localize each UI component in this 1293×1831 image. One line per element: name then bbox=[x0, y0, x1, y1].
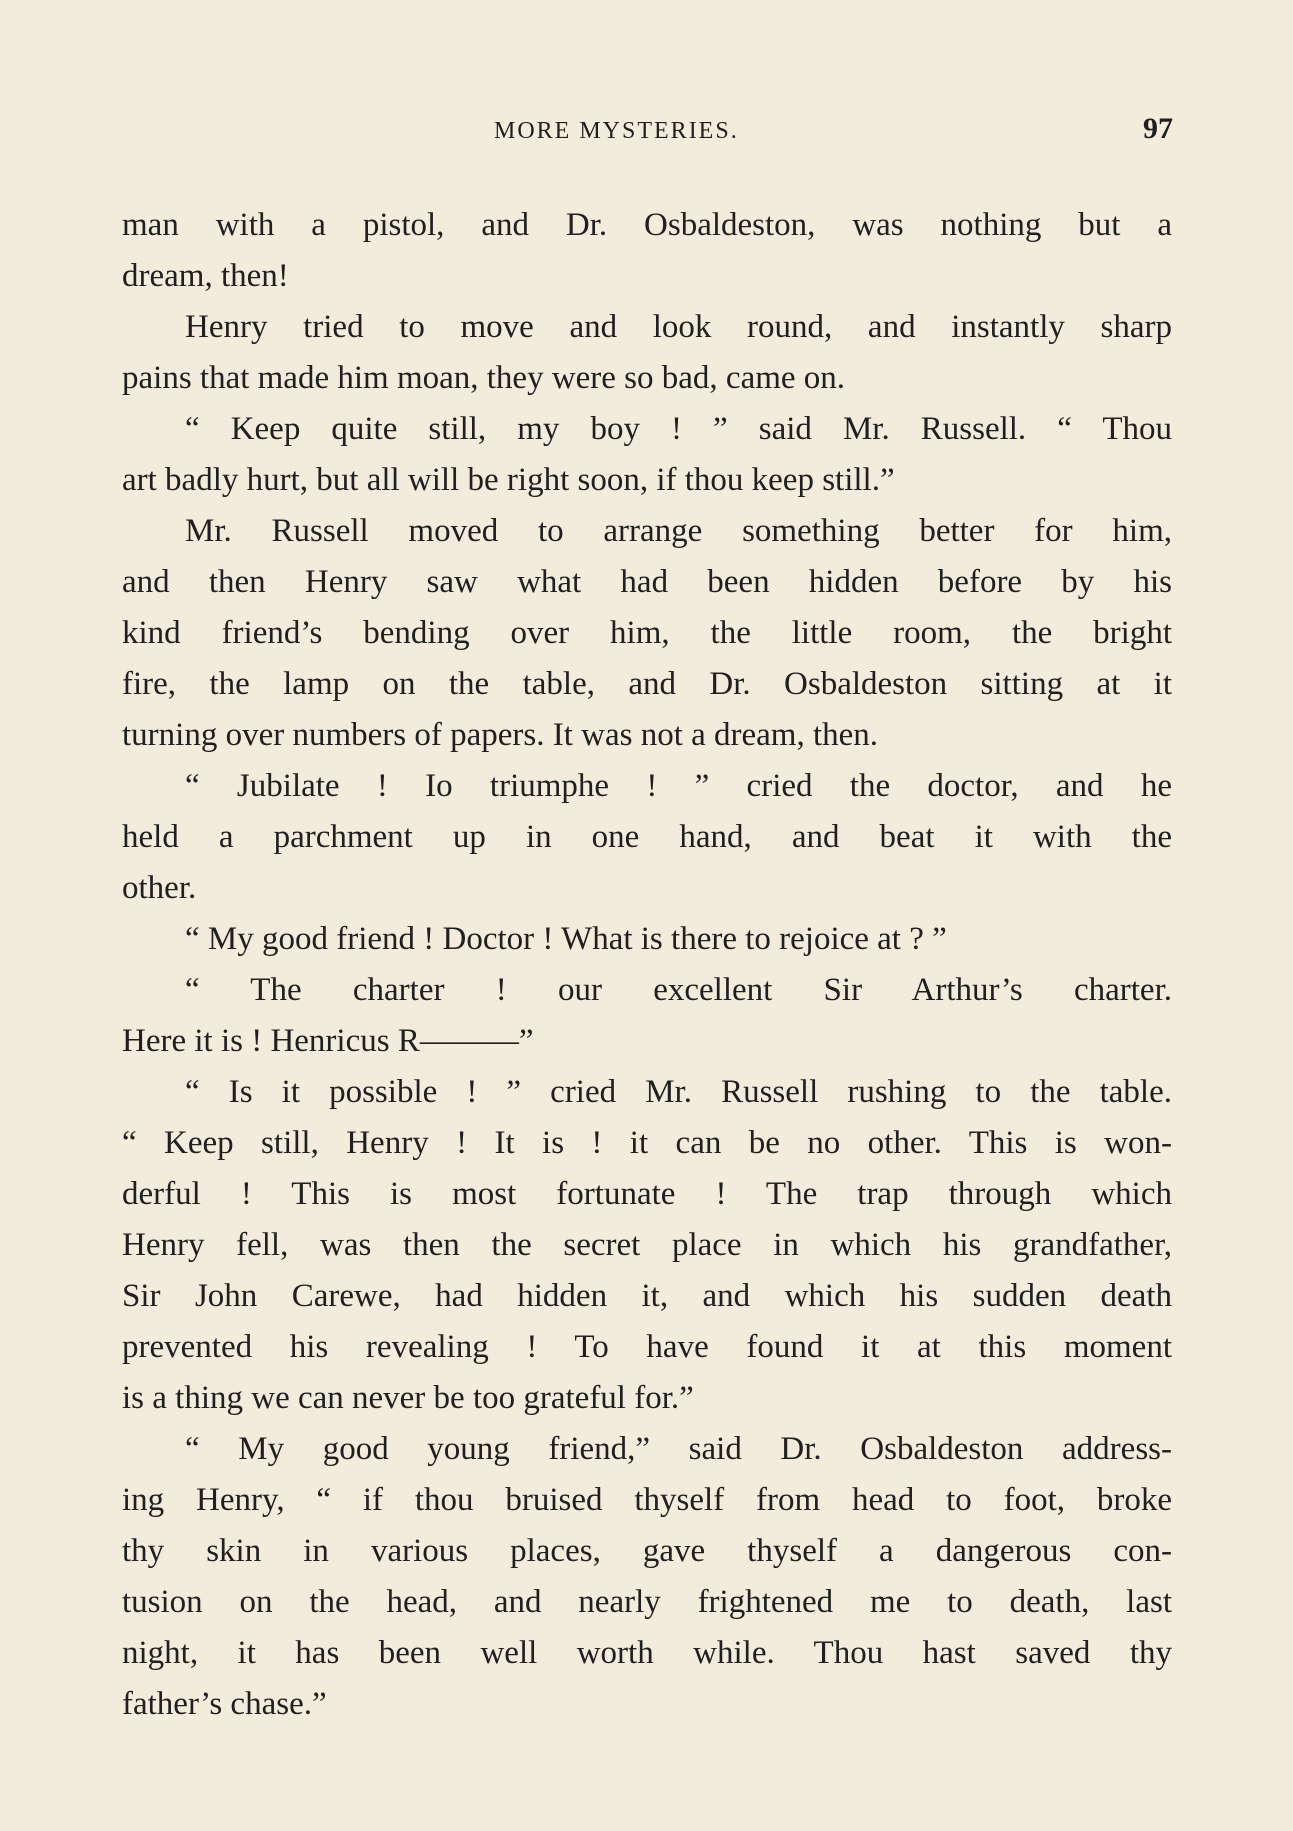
text-line: night, it has been well worth while. Thou hast saved thy bbox=[122, 1635, 1172, 1671]
text-line: turning over numbers of papers. It was not a dream, then. bbox=[122, 717, 879, 753]
text-line: “ Jubilate ! Io triumphe ! ” cried the doctor, and he bbox=[185, 768, 1172, 804]
text-line: “ Keep quite still, my boy ! ” said Mr. Russell. “ Thou bbox=[185, 411, 1172, 447]
text-line: “ Keep still, Henry ! It is ! it can be no other. This is won- bbox=[122, 1125, 1172, 1161]
body-text bbox=[122, 200, 1172, 1730]
text-line: derful ! This is most fortunate ! The trap through which bbox=[122, 1176, 1172, 1212]
text-line: Mr. Russell moved to arrange something better for him, bbox=[185, 513, 1172, 549]
text-line: “ My good young friend,” said Dr. Osbaldeston address- bbox=[185, 1431, 1172, 1467]
running-title: MORE MYSTERIES. bbox=[494, 118, 739, 144]
text-line: prevented his revealing ! To have found it at this moment bbox=[122, 1329, 1172, 1365]
text-line: “ The charter ! our excellent Sir Arthur’s charter. bbox=[185, 972, 1172, 1008]
text-line: fire, the lamp on the table, and Dr. Osbaldeston sitting at it bbox=[122, 666, 1172, 702]
text-line: tusion on the head, and nearly frightened me to death, last bbox=[122, 1584, 1172, 1620]
page-number: 97 bbox=[1143, 112, 1173, 145]
text-line: Sir John Carewe, had hidden it, and which his sudden death bbox=[122, 1278, 1172, 1314]
text-line: dream, then! bbox=[122, 258, 289, 294]
text-line: kind friend’s bending over him, the little room, the bright bbox=[122, 615, 1172, 651]
text-line: Here it is ! Henricus R———” bbox=[122, 1023, 534, 1059]
text-line: pains that made him moan, they were so bad, came on. bbox=[122, 360, 846, 396]
text-line: thy skin in various places, gave thyself a dangerous con- bbox=[122, 1533, 1172, 1569]
text-line: and then Henry saw what had been hidden before by his bbox=[122, 564, 1172, 600]
text-line: “ Is it possible ! ” cried Mr. Russell rushing to the table. bbox=[185, 1074, 1172, 1110]
text-line: other. bbox=[122, 870, 197, 906]
text-line: father’s chase.” bbox=[122, 1686, 327, 1722]
text-line: Henry tried to move and look round, and instantly sharp bbox=[185, 309, 1172, 345]
text-line: “ My good friend ! Doctor ! What is there to rejoice at ? ” bbox=[185, 921, 947, 957]
text-line: Henry fell, was then the secret place in which his grandfather, bbox=[122, 1227, 1172, 1263]
text-line: man with a pistol, and Dr. Osbaldeston, was nothing but a bbox=[122, 207, 1172, 243]
text-line: held a parchment up in one hand, and beat it with the bbox=[122, 819, 1172, 855]
text-line: art badly hurt, but all will be right soon, if thou keep still.” bbox=[122, 462, 895, 498]
text-line: is a thing we can never be too grateful for.” bbox=[122, 1380, 694, 1416]
text-line: ing Henry, “ if thou bruised thyself from head to foot, broke bbox=[122, 1482, 1172, 1518]
